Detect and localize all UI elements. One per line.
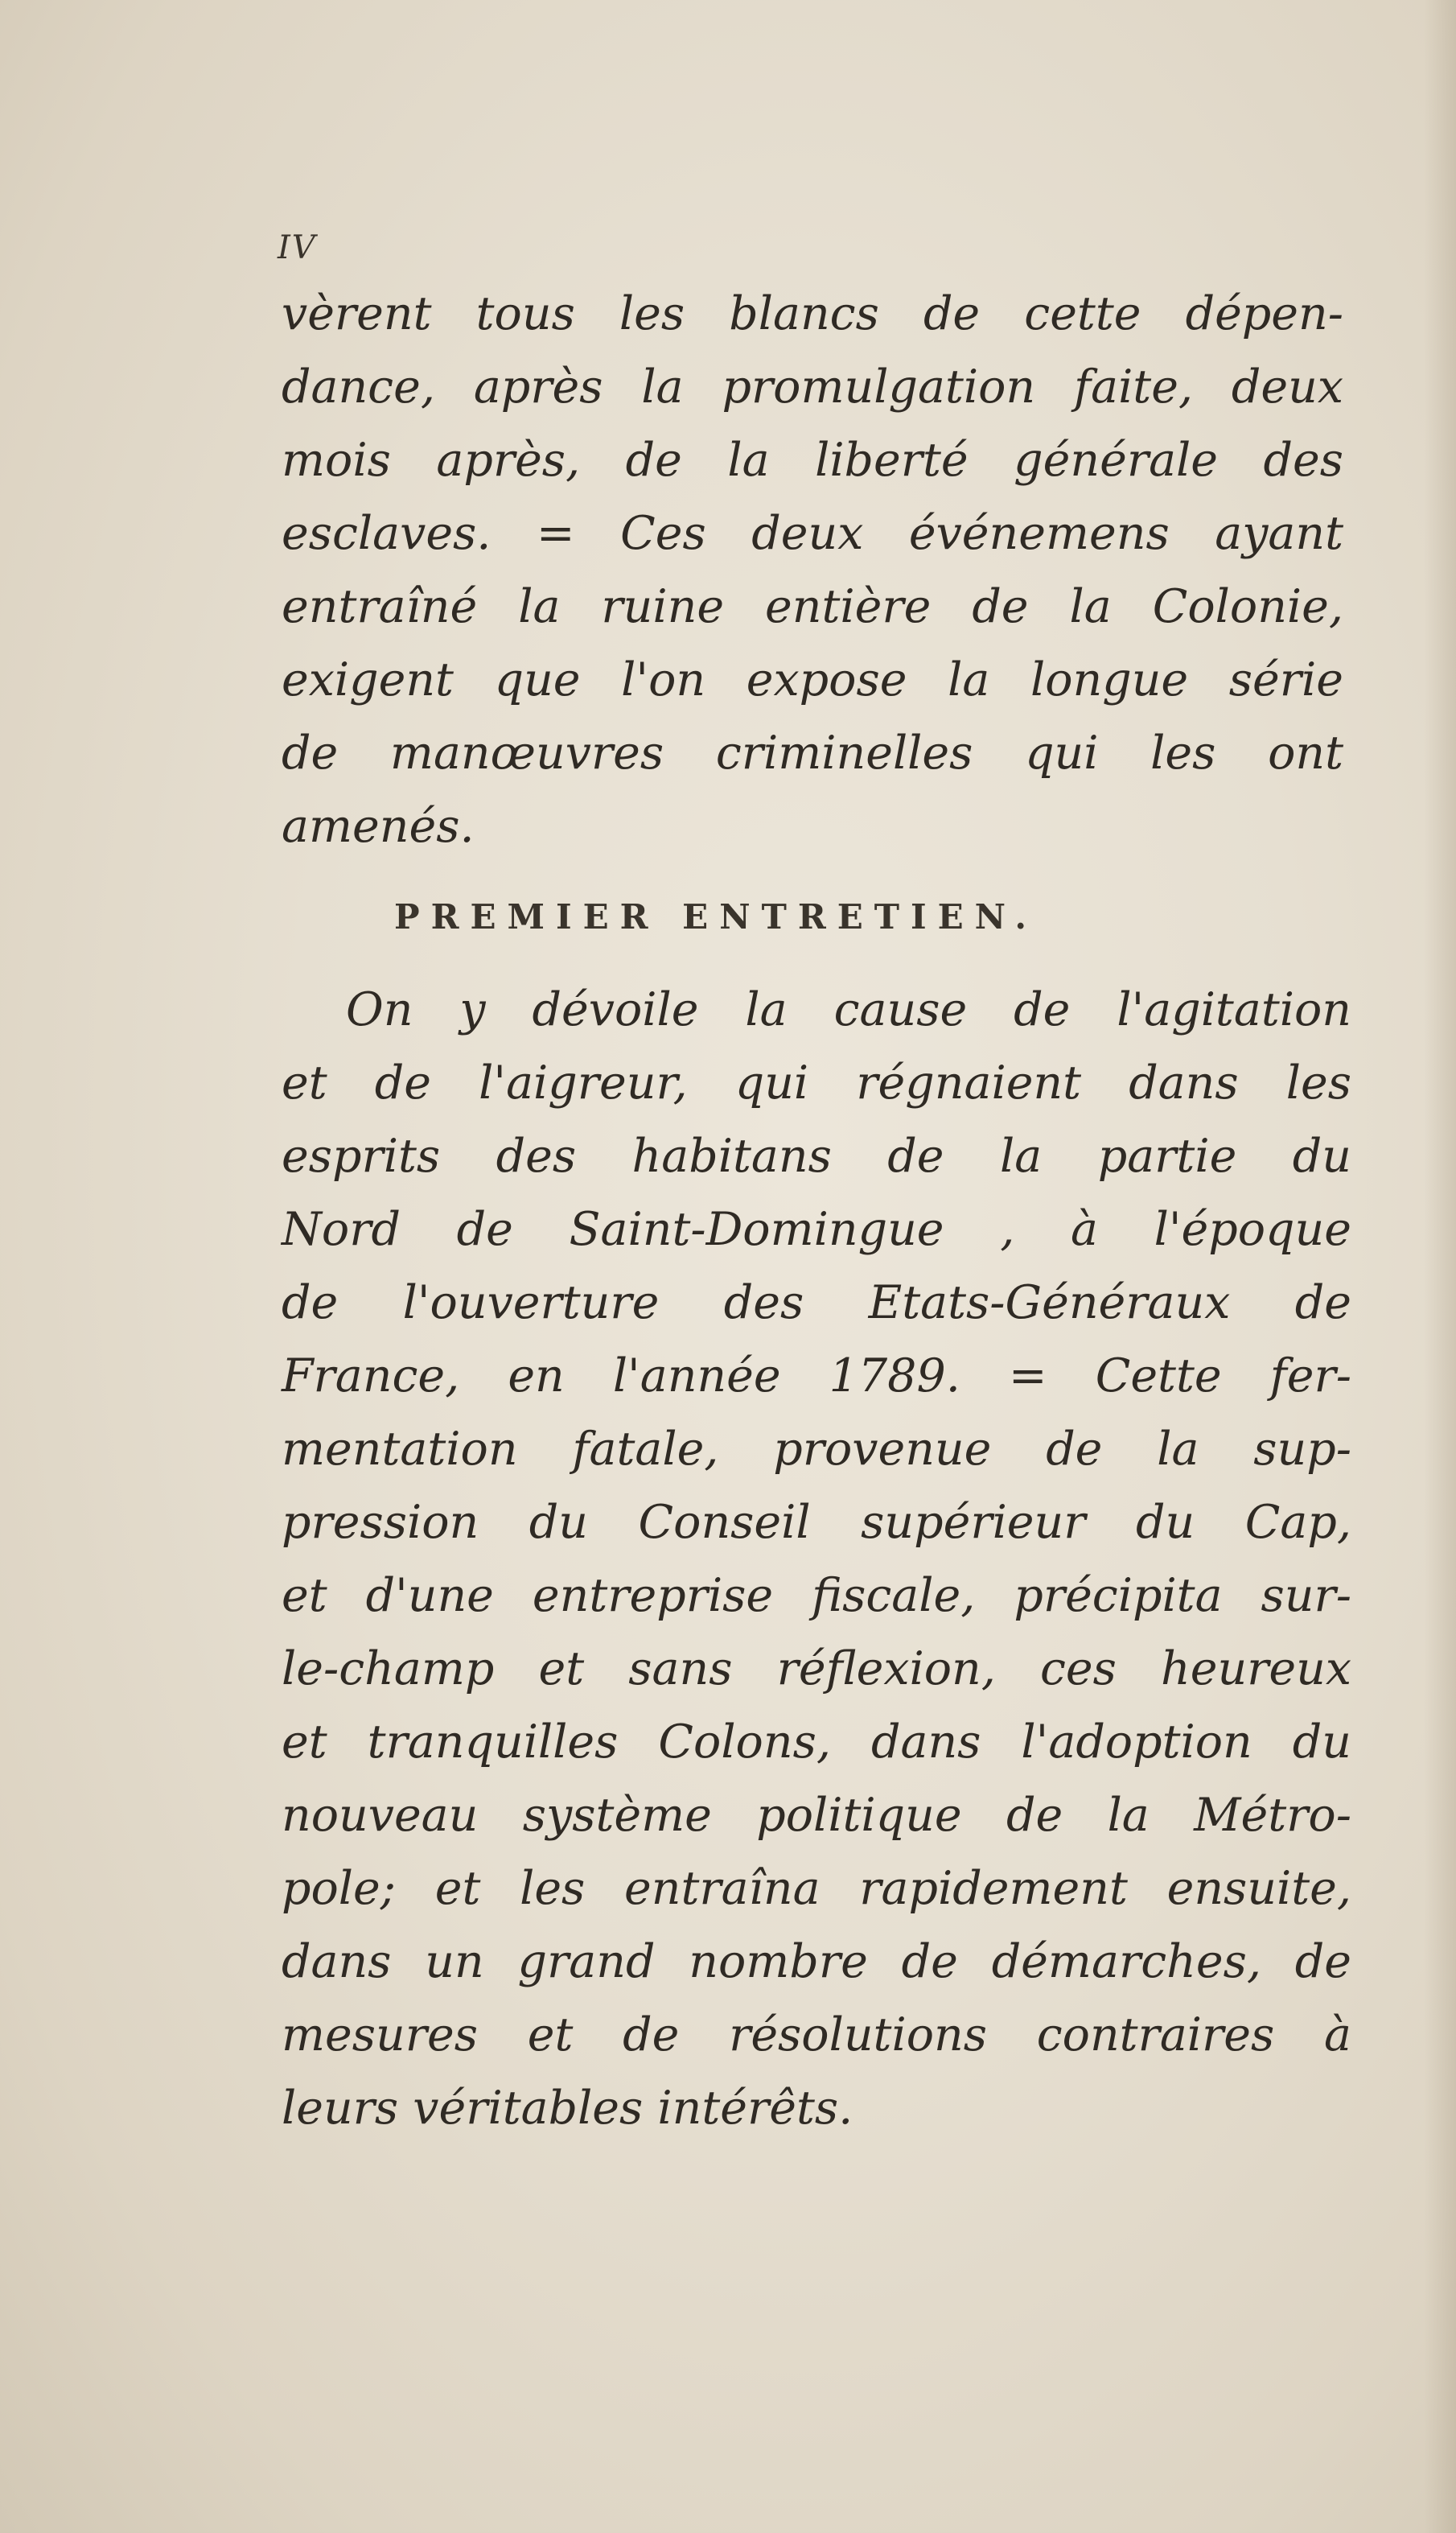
text-line: de l'ouverture des Etats-Généraux de xyxy=(282,1276,1351,1329)
intro-paragraph xyxy=(282,278,1343,863)
text-line: mois après, de la liberté générale des xyxy=(282,434,1343,487)
text-line: pole; et les entraîna rapidement ensuite, xyxy=(282,1862,1351,1915)
text-line: mesures et de résolutions contraires à xyxy=(282,2008,1351,2061)
text-line: mentation fatale, provenue de la sup- xyxy=(282,1423,1351,1476)
text-line: et d'une entreprise fiscale, précipita sur- xyxy=(282,1569,1351,1622)
text-line: de manœuvres criminelles qui les ont xyxy=(282,727,1343,780)
text-line: On y dévoile la cause de l'agitation xyxy=(346,983,1351,1036)
text-line: amenés. xyxy=(282,800,475,853)
text-line: entraîné la ruine entière de la Colonie, xyxy=(282,580,1343,633)
section-heading: PREMIER ENTRETIEN. xyxy=(394,897,1038,937)
page-number: IV xyxy=(278,229,317,266)
body-paragraph xyxy=(282,974,1351,2145)
text-line: leurs véritables intérêts. xyxy=(282,2082,853,2135)
text-line: Nord de Saint-Domingue , à l'époque xyxy=(282,1203,1351,1256)
text-line: pression du Conseil supérieur du Cap, xyxy=(282,1496,1351,1549)
text-line: dans un grand nombre de démarches, de xyxy=(282,1935,1351,1988)
text-line: esclaves. = Ces deux événemens ayant xyxy=(282,507,1343,560)
text-line: dance, après la promulgation faite, deux xyxy=(282,360,1343,414)
text-line: exigent que l'on expose la longue série xyxy=(282,653,1343,706)
text-line: nouveau système politique de la Métro- xyxy=(282,1789,1351,1842)
text-line: esprits des habitans de la partie du xyxy=(282,1130,1351,1183)
text-line: France, en l'année 1789. = Cette fer- xyxy=(282,1349,1351,1402)
text-line: vèrent tous les blancs de cette dépen- xyxy=(282,287,1343,340)
text-line: et de l'aigreur, qui régnaient dans les xyxy=(282,1056,1351,1110)
text-line: le-champ et sans réflexion, ces heureux xyxy=(282,1642,1351,1695)
text-line: et tranquilles Colons, dans l'adoption du xyxy=(282,1715,1351,1769)
